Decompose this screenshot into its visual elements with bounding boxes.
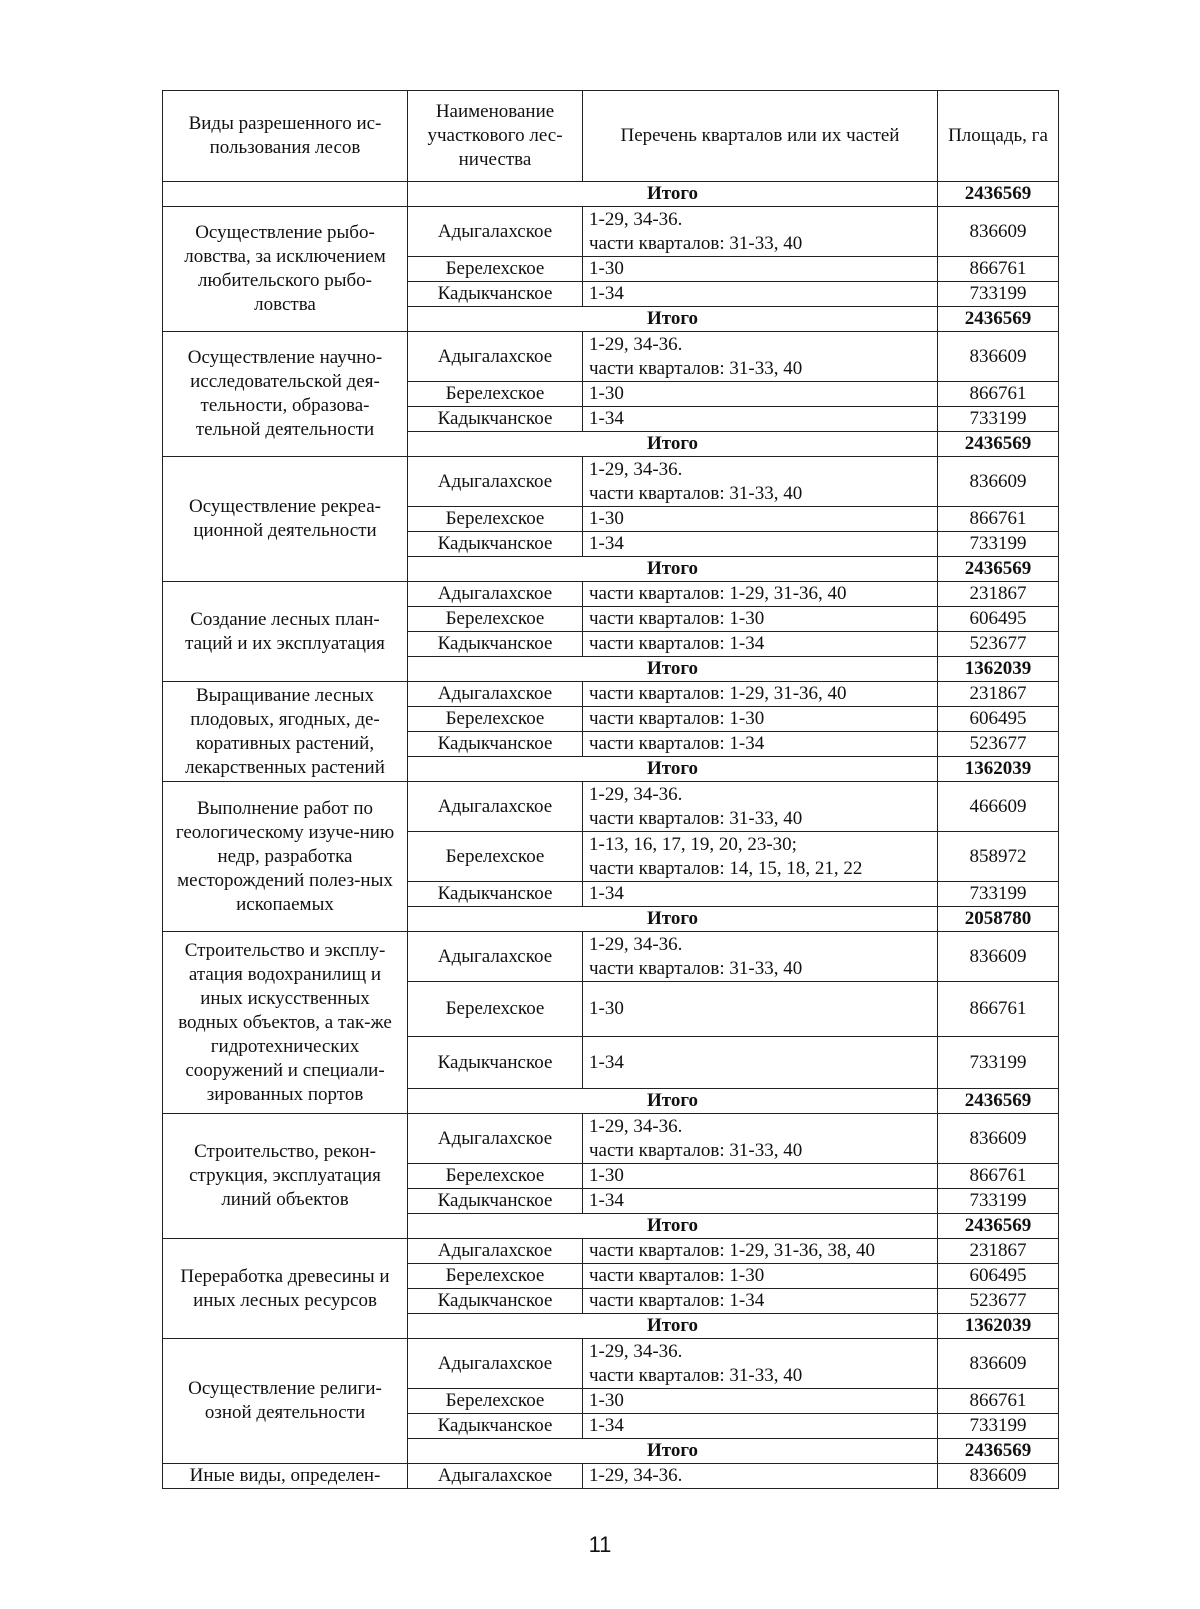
total-area: 2436569: [938, 1214, 1059, 1239]
header-forestry: Наименование участкового лес-ничества: [408, 91, 583, 182]
quarters-list-cell: 1-34: [583, 532, 938, 557]
area-value-cell: 836609: [938, 457, 1059, 507]
table-row: [163, 1339, 1059, 1389]
total-label: Итого: [408, 432, 938, 457]
forestry-name-cell: Берелехское: [408, 982, 583, 1037]
usage-type-cell: Осуществление религи-озной деятельности: [163, 1339, 408, 1464]
area-value-cell: 523677: [938, 1289, 1059, 1314]
forestry-name-cell: Берелехское: [408, 507, 583, 532]
area-value-cell: 866761: [938, 382, 1059, 407]
total-area: 1362039: [938, 757, 1059, 782]
quarters-list-cell: части кварталов: 1-29, 31-36, 40: [583, 682, 938, 707]
usage-type-cell: Строительство, рекон-струкция, эксплуатация линий объектов: [163, 1114, 408, 1239]
forestry-name-cell: Адыгалахское: [408, 682, 583, 707]
table-row: [163, 1464, 1059, 1489]
quarters-list-cell: 1-30: [583, 382, 938, 407]
forestry-name-cell: Кадыкчанское: [408, 532, 583, 557]
quarters-list-cell: 1-29, 34-36. части кварталов: 31-33, 40: [583, 457, 938, 507]
quarters-list-cell: 1-30: [583, 982, 938, 1037]
quarters-list-cell: 1-29, 34-36. части кварталов: 31-33, 40: [583, 1114, 938, 1164]
total-label: Итого: [408, 1439, 938, 1464]
quarters-list-cell: 1-34: [583, 1037, 938, 1089]
lead-total-row: [163, 182, 1059, 207]
total-label: Итого: [408, 557, 938, 582]
forestry-name-cell: Кадыкчанское: [408, 732, 583, 757]
forestry-name-cell: Кадыкчанское: [408, 882, 583, 907]
area-value-cell: 866761: [938, 1389, 1059, 1414]
forestry-name-cell: Адыгалахское: [408, 457, 583, 507]
area-value-cell: 836609: [938, 207, 1059, 257]
forestry-name-cell: Берелехское: [408, 382, 583, 407]
usage-type-cell: Строительство и эксплу-атация водохранилищ и иных искусственных водных объектов, а так-же гидротехнических сооружений и специали-зированных портов: [163, 932, 408, 1114]
table-row: [163, 457, 1059, 507]
table-row: [163, 207, 1059, 257]
total-area: 2436569: [938, 557, 1059, 582]
usage-type-cell: Осуществление рыбо-ловства, за исключением любительского рыбо-ловства: [163, 207, 408, 332]
forestry-name-cell: Кадыкчанское: [408, 407, 583, 432]
forestry-name-cell: Кадыкчанское: [408, 1289, 583, 1314]
usage-type-cell: Создание лесных план-таций и их эксплуатация: [163, 582, 408, 682]
area-value-cell: 733199: [938, 282, 1059, 307]
forestry-name-cell: Адыгалахское: [408, 582, 583, 607]
usage-type-cell: Иные виды, определен-: [163, 1464, 408, 1489]
area-value-cell: 836609: [938, 1114, 1059, 1164]
usage-type-cell: Переработка древесины и иных лесных ресурсов: [163, 1239, 408, 1339]
forestry-name-cell: Адыгалахское: [408, 1339, 583, 1389]
forestry-name-cell: Кадыкчанское: [408, 632, 583, 657]
area-value-cell: 836609: [938, 932, 1059, 982]
area-value-cell: 466609: [938, 782, 1059, 832]
forestry-name-cell: Берелехское: [408, 707, 583, 732]
forestry-name-cell: Адыгалахское: [408, 782, 583, 832]
header-usage: Виды разрешенного ис-пользования лесов: [163, 91, 408, 182]
total-area: 1362039: [938, 1314, 1059, 1339]
quarters-list-cell: 1-34: [583, 1189, 938, 1214]
quarters-list-cell: 1-13, 16, 17, 19, 20, 23-30; части кварталов: 14, 15, 18, 21, 22: [583, 832, 938, 882]
header-quarters: Перечень кварталов или их частей: [583, 91, 938, 182]
usage-type-cell: Осуществление рекреа-ционной деятельности: [163, 457, 408, 582]
forestry-name-cell: Кадыкчанское: [408, 1414, 583, 1439]
quarters-list-cell: 1-29, 34-36. части кварталов: 31-33, 40: [583, 207, 938, 257]
table-row: [163, 1239, 1059, 1264]
area-value-cell: 523677: [938, 632, 1059, 657]
total-label: Итого: [408, 1214, 938, 1239]
table-row: [163, 1114, 1059, 1164]
forestry-name-cell: Адыгалахское: [408, 1114, 583, 1164]
quarters-list-cell: 1-30: [583, 1389, 938, 1414]
blank-cell: [163, 182, 408, 207]
area-value-cell: 866761: [938, 507, 1059, 532]
quarters-list-cell: 1-29, 34-36. части кварталов: 31-33, 40: [583, 332, 938, 382]
forestry-name-cell: Берелехское: [408, 1264, 583, 1289]
total-label: Итого: [408, 907, 938, 932]
area-value-cell: 866761: [938, 257, 1059, 282]
forestry-name-cell: Берелехское: [408, 832, 583, 882]
usage-type-cell: Выращивание лесных плодовых, ягодных, де-коративных растений, лекарственных растений: [163, 682, 408, 782]
area-value-cell: 733199: [938, 1414, 1059, 1439]
area-value-cell: 231867: [938, 1239, 1059, 1264]
usage-type-cell: Осуществление научно-исследовательской дея-тельности, образова-тельной деятельности: [163, 332, 408, 457]
quarters-list-cell: 1-34: [583, 282, 938, 307]
quarters-list-cell: 1-30: [583, 1164, 938, 1189]
forestry-name-cell: Кадыкчанское: [408, 1189, 583, 1214]
forestry-name-cell: Кадыкчанское: [408, 1037, 583, 1089]
total-label: Итого: [408, 657, 938, 682]
total-area: 2436569: [938, 1089, 1059, 1114]
forestry-name-cell: Берелехское: [408, 1164, 583, 1189]
forestry-name-cell: Адыгалахское: [408, 1464, 583, 1489]
total-label: Итого: [408, 757, 938, 782]
area-value-cell: 231867: [938, 682, 1059, 707]
area-value-cell: 836609: [938, 332, 1059, 382]
quarters-list-cell: части кварталов: 1-29, 31-36, 38, 40: [583, 1239, 938, 1264]
forestry-name-cell: Кадыкчанское: [408, 282, 583, 307]
area-value-cell: 866761: [938, 982, 1059, 1037]
quarters-list-cell: части кварталов: 1-34: [583, 732, 938, 757]
area-value-cell: 606495: [938, 707, 1059, 732]
total-area: 2436569: [938, 432, 1059, 457]
quarters-list-cell: 1-34: [583, 1414, 938, 1439]
area-value-cell: 858972: [938, 832, 1059, 882]
area-value-cell: 523677: [938, 732, 1059, 757]
table-header-row: [163, 91, 1059, 182]
table-row: [163, 582, 1059, 607]
quarters-list-cell: части кварталов: 1-30: [583, 707, 938, 732]
area-value-cell: 231867: [938, 582, 1059, 607]
total-area: 2436569: [938, 1439, 1059, 1464]
forestry-name-cell: Берелехское: [408, 1389, 583, 1414]
quarters-list-cell: части кварталов: 1-29, 31-36, 40: [583, 582, 938, 607]
quarters-list-cell: 1-34: [583, 882, 938, 907]
forestry-name-cell: Адыгалахское: [408, 1239, 583, 1264]
quarters-list-cell: 1-29, 34-36. части кварталов: 31-33, 40: [583, 782, 938, 832]
quarters-list-cell: 1-30: [583, 257, 938, 282]
area-value-cell: 733199: [938, 532, 1059, 557]
area-value-cell: 606495: [938, 607, 1059, 632]
forestry-name-cell: Адыгалахское: [408, 932, 583, 982]
quarters-list-cell: 1-29, 34-36.: [583, 1464, 938, 1489]
table-row: [163, 932, 1059, 982]
total-area: 2436569: [938, 182, 1059, 207]
quarters-list-cell: 1-30: [583, 507, 938, 532]
page-number: 11: [588, 1532, 612, 1557]
total-label: Итого: [408, 1314, 938, 1339]
area-value-cell: 733199: [938, 407, 1059, 432]
quarters-list-cell: части кварталов: 1-34: [583, 632, 938, 657]
quarters-list-cell: части кварталов: 1-30: [583, 1264, 938, 1289]
total-area: 2436569: [938, 307, 1059, 332]
total-label: Итого: [408, 182, 938, 207]
total-label: Итого: [408, 307, 938, 332]
area-value-cell: 733199: [938, 1037, 1059, 1089]
total-area: 2058780: [938, 907, 1059, 932]
usage-type-cell: Выполнение работ по геологическому изуче-нию недр, разработка месторождений полез-ных ископаемых: [163, 782, 408, 932]
area-value-cell: 836609: [938, 1464, 1059, 1489]
quarters-list-cell: части кварталов: 1-34: [583, 1289, 938, 1314]
area-value-cell: 866761: [938, 1164, 1059, 1189]
area-value-cell: 606495: [938, 1264, 1059, 1289]
forestry-name-cell: Берелехское: [408, 257, 583, 282]
forest-usage-table: [162, 90, 1059, 1489]
header-area: Площадь, га: [938, 91, 1059, 182]
total-label: Итого: [408, 1089, 938, 1114]
table-row: [163, 332, 1059, 382]
area-value-cell: 733199: [938, 1189, 1059, 1214]
forestry-name-cell: Берелехское: [408, 607, 583, 632]
table-row: [163, 782, 1059, 832]
quarters-list-cell: 1-29, 34-36. части кварталов: 31-33, 40: [583, 1339, 938, 1389]
quarters-list-cell: 1-29, 34-36. части кварталов: 31-33, 40: [583, 932, 938, 982]
area-value-cell: 733199: [938, 882, 1059, 907]
table-row: [163, 682, 1059, 707]
quarters-list-cell: части кварталов: 1-30: [583, 607, 938, 632]
total-area: 1362039: [938, 657, 1059, 682]
quarters-list-cell: 1-34: [583, 407, 938, 432]
forestry-name-cell: Адыгалахское: [408, 207, 583, 257]
forestry-name-cell: Адыгалахское: [408, 332, 583, 382]
area-value-cell: 836609: [938, 1339, 1059, 1389]
